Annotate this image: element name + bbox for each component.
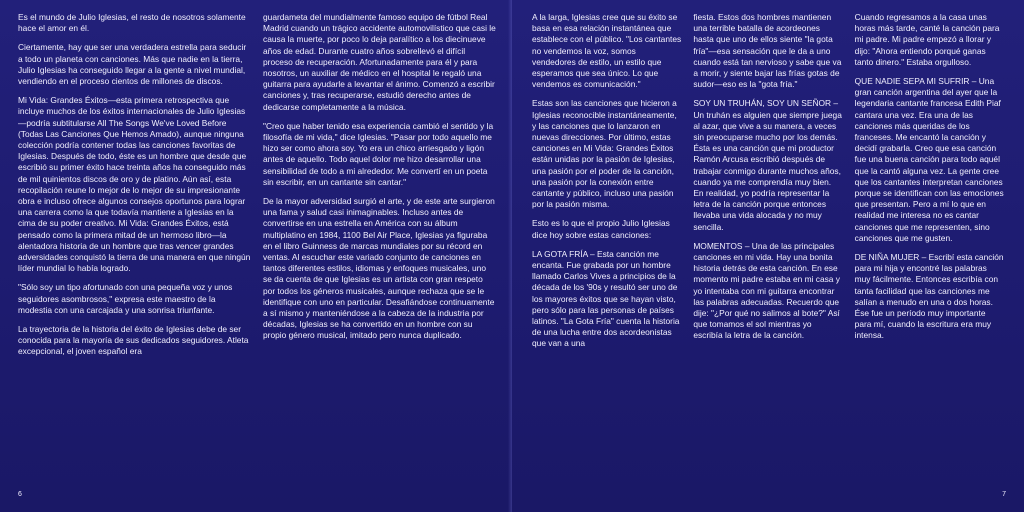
paragraph: Esto es lo que el propio Julio Iglesias dice hoy sobre estas canciones: [532,218,670,240]
paragraph: Es el mundo de Julio Iglesias, el resto de nosotros solamente hace el amor en él. [18,12,246,34]
paragraph: guardameta del mundialmente famoso equipo de fútbol Real Madrid cuando un trágico accidente automovilístico que casi le causa la muerte, por poco lo deja paralítico a los diecinueve años de edad. Durante cuatro años sobrellevó el difícil proceso de recuperación. Afortunadamente para él y para nosotros, un auxiliar de médico en el hospital le regaló una guitarra para ayudarle a levantar el ánimo. Comenzó a escribir canciones y, tras recuperarse, estudió derecho antes de dedicarse completamente a la música. [263,12,496,112]
paragraph: MOMENTOS – Una de las principales canciones en mi vida. Hay una bonita historia detrás de esta canción. En ese momento mi padre estaba en mi casa y yo intentaba con mi guitarra encontrar las palabras adecuadas. Recuerdo que dije: "¿Por qué no salimos al bote?" Así que tomamos el sol mientras yo escribía la letra de la canción. [693,240,840,341]
page-number: 6 [18,491,22,498]
paragraph: Mi Vida: Grandes Éxitos—esta primera retrospectiva que incluye muchos de los éxitos internacionales de Julio Iglesias—podría subtitularse All The Songs We've Loved Before (Todas Las Canciones Que Hemos Amado), aunque ninguna colección podría contener todas las canciones favoritas de Iglesias. Después de todo, éste es un hombre que desde que escribió su primer éxito hace treinta años ha conseguido más de mil quinientos discos de oro y de platino. Aún así, esta recopilación reune lo mejor de lo mejor de su impresionante obra e incluso ofrece algunos consejos oportunos para lograr una carrera como la que todavía mantiene a Iglesias en la cima de su poder creativo. Mi Vida: Grandes Éxitos, está pensado como la primera mitad de un hermoso libro—la alentadora historia de un hombre que tras vencer grandes adversidades conquistó la tierra de una manera en que ningún líder mundial lo había logrado. [18,95,251,274]
paragraph: DE NIÑA MUJER – Escribí esta canción para mi hija y encontré las palabras muy fácilmente. Entonces escribía con tanta facilidad que las canciones me salían a menudo en una o dos horas. Ése fue un período muy importante para mí, cuando la escritura era muy intensa. [854,252,1004,341]
paragraph: fiesta. Estos dos hombres mantienen una terrible batalla de acordeones hasta que uno de ellos siente "la gota fría"—esa sensación que le da a uno cuando está tan nervioso y sabe que va a morir, y siente bajar las frías gotas de sudor—eso es la "gota fría." [693,12,842,90]
left-page-column-2 [263,12,496,502]
paragraph: LA GOTA FRÍA – Esta canción me encanta. Fue grabada por un hombre llamado Carlos Vives a principios de la década de los '90s y resultó ser uno de los mayores éxitos que se hayan visto, pero sólo para las personas de países latinos. "La Gota Fría" cuenta la historia de una lucha entre dos acordeonistas que van a una [532,248,680,349]
left-page-column-1 [18,12,251,502]
paragraph: SOY UN TRUHÁN, SOY UN SEÑOR – Un truhán es alguien que siempre juega al azar, que vive a su manera, a veces sin preocuparse mucho por los demás. Ésta es una canción que mi productor Ramón Arcusa escribió después de trabajar conmigo durante muchos años, cuando ya me comprendía muy bien. En realidad, yo podría representar la letra de la canción porque entonces llevaba una vida alocada y no muy sencilla. [693,98,842,232]
paragraph: A la larga, Iglesias cree que su éxito se basa en esa relación instantánea que establece con el público. "Los cantantes no vendemos la voz, somos vendedores de estilo, un estilo que esperamos que sea único. Lo que vendemos es comunicación." [532,12,682,90]
paragraph: "Sólo soy un tipo afortunado con una pequeña voz y unos seguidores asombrosos," expresa este maestro de la modestia con una carcajada y una sonrisa triunfante. [18,282,233,315]
paragraph: La trayectoria de la historia del éxito de Iglesias debe de ser conocida para la mayoría de sus dedicados seguidores. Atleta excepcional, el joven español era [18,324,249,357]
paragraph: QUE NADIE SEPA MI SUFRIR – Una gran canción argentina del ayer que la legendaria cantante francesa Edith Piaf cantara una vez. Era una de las canciones más queridas de los franceses. Me encantó la canción y decidí grabarla. Creo que esa canción fue una buena canción para todo aquél que la cantó alguna vez. La gente cree que los cantantes interpretan canciones porque se identifican con las emociones que presentan. Pero a mí lo que en realidad me interesa no es cantar canciones que me representen, sino canciones que me gusten. [854,76,1004,243]
paragraph: Ciertamente, hay que ser una verdadera estrella para seducir a todo un planeta con canciones. Más que nadie en la tierra, Julio Iglesias ha conseguido llegar a la gente a nivel mundial, vendiendo en el proceso cientos de millones de discos. [18,42,247,87]
paragraph: De la mayor adversidad surgió el arte, y de este arte surgieron una fama y salud casi inimaginables. Incluso antes de convertirse en una estrella en América con su álbum multiplatino en 1984, 1100 Bel Air Place, Iglesias ya figuraba en el libro Guinness de marcas mundiales por su récord en ventas. Al escuchar este variado conjunto de canciones en tantos diferentes estilos, idiomas y enfoques musicales, uno se da cuenta de que Iglesias es un artista con gran respeto por todos los géneros musicales, aunque rechaza que se le identifique con uno en particular. Desafiándose continuamente a sí mismo y manteniéndose a la cabeza de la industria por décadas, Iglesias se ha convertido en un hombre con su propio género musical, imitado pero nunca duplicado. [263,196,495,341]
paragraph: "Creo que haber tenido esa experiencia cambió el sentido y la filosofía de mi vida," dice Iglesias. "Pasar por todo aquello me hizo ser como ahora soy. Yo era un chico arriesgado y ligón antes de aquello. Todo aquel dolor me hizo desarrollar una sensibilidad de todo a mi alrededor. Me convertí en un poeta sin escribir, en un cantante sin cantar." [263,120,494,187]
right-page-column-1 [532,12,681,502]
right-page-column-3 [855,12,1004,502]
paragraph: Cuando regresamos a la casa unas horas más tarde, canté la canción para mi padre. Mi padre empezó a llorar y dijo: "Ahora entiendo porqué ganas tanto dinero." Estaba orgulloso. [854,12,1000,67]
right-page [512,0,1024,512]
paragraph: Estas son las canciones que hicieron a Iglesias reconocible instantáneamente, y las canciones que lo lanzaron en nuevas direcciones. Por último, estas canciones en Mi Vida: Grandes Éxitos están unidas por la pasión de Iglesias, una pasión por el poder de la canción, una pasión por la conexión entre cantante y público, incluso una pasión por la pasión misma. [532,98,677,210]
page-number: 7 [1002,491,1006,498]
right-page-column-2 [693,12,842,502]
